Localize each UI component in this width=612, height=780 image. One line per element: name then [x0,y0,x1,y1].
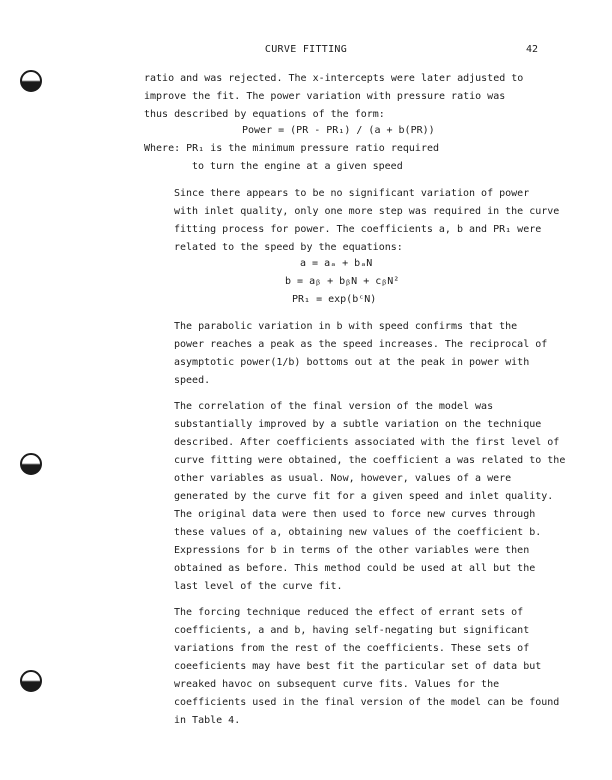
text-line: ratio and was rejected. The x-intercepts were later adjusted to [144,73,524,84]
paragraph-4 [144,398,566,596]
paragraph-2 [144,185,560,257]
text-line: fitting process for power. The coefficients a, b and PR₁ were [174,224,542,235]
running-header: CURVE FITTING [264,44,348,55]
binder-hole-icon [20,70,42,92]
text-line: The forcing technique reduced the effect of errant sets of [174,607,524,618]
text-line: thus described by equations of the form: [144,109,385,120]
where-clause-continued: to turn the engine at a given speed [192,161,403,172]
equation-b: b = aᵦ + bᵦN + cᵦN² [285,276,400,287]
text-line: power reaches a peak as the speed increases. The reciprocal of [174,339,548,350]
text-line: last level of the curve fit. [174,581,343,592]
text-line: variations from the rest of the coefficients. These sets of [174,643,530,654]
text-line: improve the fit. The power variation with pressure ratio was [144,91,506,102]
text-line: The original data were then used to force new curves through [174,509,536,520]
text-line: generated by the curve fit for a given speed and inlet quality. [174,491,554,502]
text-line: coefficients, a and b, having self-negating but significant [174,625,530,636]
equation-pr1: PR₁ = exp(bᶜN) [292,294,377,305]
power-equation: Power = (PR - PR₁) / (a + b(PR)) [242,125,435,136]
text-line: Expressions for b in terms of the other variables were then [174,545,530,556]
text-line: in Table 4. [174,715,241,726]
text-line: other variables as usual. Now, however, values of a were [174,473,512,484]
text-line: curve fitting were obtained, the coefficient a was related to the [174,455,566,466]
page-number: 42 [526,44,539,55]
text-line: wreaked havoc on subsequent curve fits. Values for the [174,679,500,690]
paragraph-1 [144,70,536,124]
text-line: related to the speed by the equations: [174,242,403,253]
text-line: these values of a, obtaining new values of the coefficient b. [174,527,542,538]
text-line: substantially improved by a subtle variation on the technique [174,419,542,430]
paragraph-3 [144,318,548,390]
text-line: The parabolic variation in b with speed confirms that the [174,321,518,332]
where-clause: Where: PR₁ is the minimum pressure ratio required [144,143,440,154]
text-line: described. After coefficients associated with the first level of [174,437,560,448]
paragraph-5 [144,604,560,730]
binder-hole-icon [20,453,42,475]
text-line: Since there appears to be no significant variation of power [174,188,530,199]
text-line: The correlation of the final version of the model was [174,401,494,412]
text-line: coefficients used in the final version of the model can be found [174,697,560,708]
text-line: asymptotic power(1/b) bottoms out at the peak in power with [174,357,530,368]
text-line: coeeficients may have best fit the particular set of data but [174,661,542,672]
text-line: with inlet quality, only one more step was required in the curve [174,206,560,217]
binder-hole-icon [20,670,42,692]
equation-a: a = aₐ + bₐN [300,258,373,269]
text-line: speed. [174,375,211,386]
text-line: obtained as before. This method could be used at all but the [174,563,536,574]
